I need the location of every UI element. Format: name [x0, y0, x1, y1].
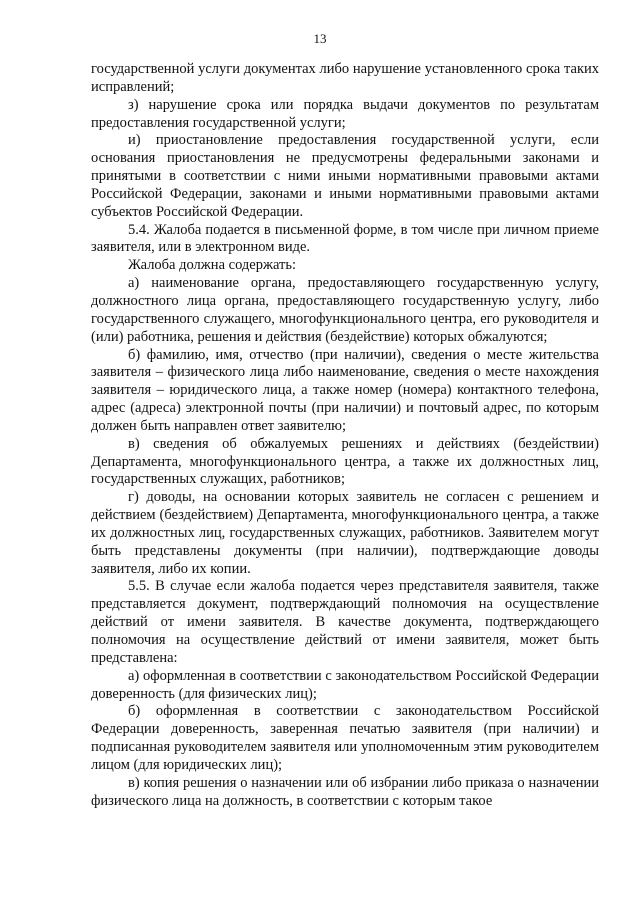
page-number: 13 — [313, 31, 327, 46]
paragraph: и) приостановление предоставления государственной услуги, если основания приостановления не предусмотрены федеральными законами и принятыми в соответствии с ними иными нормативными правовыми актами Российской Федерации, законами и иными нормативными правовыми актами субъектов Российской Федерации. — [91, 132, 599, 220]
paragraph: 5.4. Жалоба подается в письменной форме, в том числе при личном приеме заявителя, или в электронном виде. — [91, 221, 599, 256]
document-body — [91, 61, 599, 810]
paragraph: в) сведения об обжалуемых решениях и действиях (бездействии) Департамента, многофункционального центра, а также их должностных лиц, государственных служащих, работников; — [91, 435, 599, 488]
paragraph: 5.5. В случае если жалоба подается через представителя заявителя, также представляется документ, подтверждающий полномочия на осуществление действий от имени заявителя. В качестве документа, подтверждающего полномочия на осуществление действий от имени заявителя, может быть представлена: — [91, 578, 599, 666]
paragraph: а) оформленная в соответствии с законодательством Российской Федерации доверенность (для физических лиц); — [91, 667, 599, 702]
paragraph: а) наименование органа, предоставляющего государственную услугу, должностного лица органа, предоставляющего государственную услугу, либо государственного служащего, многофункционального центра, его руководителя и (или) работника, решения и действия (бездействие) которых обжалуются; — [91, 275, 599, 345]
paragraph: б) фамилию, имя, отчество (при наличии), сведения о месте жительства заявителя – физического лица либо наименование, сведения о месте нахождения заявителя – юридического лица, а также номер (номера) контактного телефона, адрес (адреса) электронной почты (при наличии) и почтовый адрес, по которым должен быть направлен ответ заявителю; — [91, 346, 599, 434]
paragraph: г) доводы, на основании которых заявитель не согласен с решением и действием (бездействием) Департамента, многофункционального центра, а также их должностных лиц, государственных служащих, работников. Заявителем могут быть представлены документы (при наличии), подтверждающие доводы заявителя, либо их копии. — [91, 489, 599, 577]
paragraph: в) копия решения о назначении или об избрании либо приказа о назначении физического лица на должность, в соответствии с которым такое — [91, 774, 599, 809]
paragraph: Жалоба должна содержать: — [128, 257, 297, 274]
paragraph: б) оформленная в соответствии с законодательством Российской Федерации доверенность, заверенная печатью заявителя (при наличии) и подписанная руководителем заявителя или уполномоченным этим руководителем лицом (для юридических лиц); — [91, 703, 599, 773]
paragraph: государственной услуги документах либо нарушение установленного срока таких исправлений; — [91, 61, 599, 95]
paragraph: з) нарушение срока или порядка выдачи документов по результатам предоставления государственной услуги; — [91, 96, 599, 131]
